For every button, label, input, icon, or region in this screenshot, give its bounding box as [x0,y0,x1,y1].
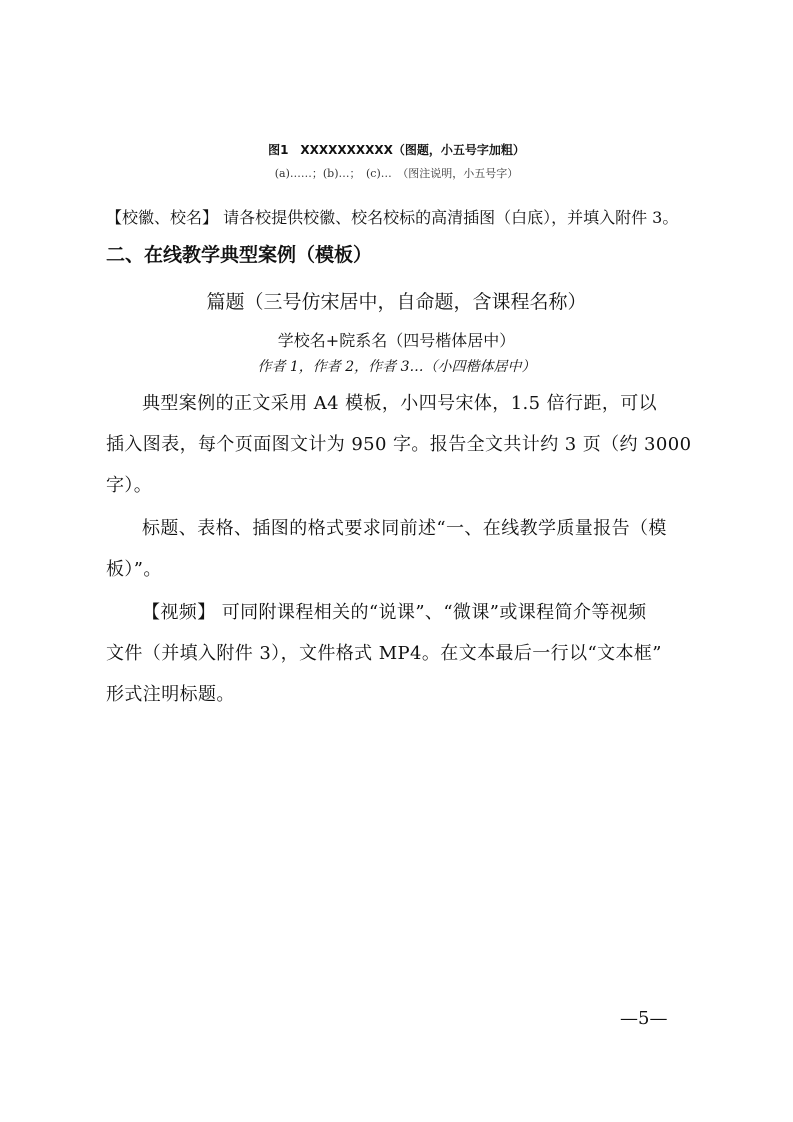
paragraph-1-line-3: 字）。 [106,475,153,496]
school-line: 学校名+院系名（四号楷体居中） [277,331,516,350]
paragraph-2-line-1: 标题、表格、插图的格式要求同前述“一、在线教学质量报告（模 [142,518,667,539]
page-number: —5— [620,1008,668,1029]
paragraph-2-line-2: 板）”。 [106,559,162,580]
paragraph-3-line-3: 形式注明标题。 [106,684,235,705]
figure-caption: 图1 XXXXXXXXXX（图题，小五号字加粗） [268,143,525,157]
section-heading: 二、在线教学典型案例（模板） [106,244,373,266]
figure-note: (a)……；(b)…； (c)… （图注说明，小五号字） [274,167,519,180]
paragraph-1-line-1: 典型案例的正文采用 A4 模板，小四号宋体，1.5 倍行距，可以 [142,393,658,414]
paragraph-3-line-1: 【视频】 可同附课程相关的“说课”、“微课”或课程简介等视频 [142,602,647,623]
article-title: 篇题（三号仿宋居中，自命题，含课程名称） [206,291,587,313]
paragraph-1-line-2: 插入图表，每个页面图文计为 950 字。报告全文共计约 3 页（约 3000 [106,434,692,455]
authors-line: 作者 1，作者 2，作者 3…（小四楷体居中） [257,359,536,375]
emblem-instruction: 【校徽、校名】 请各校提供校徽、校名校标的高清插图（白底），并填入附件 3。 [106,208,679,227]
paragraph-3-line-2: 文件（并填入附件 3），文件格式 MP4。在文本最后一行以“文本框” [106,643,662,664]
